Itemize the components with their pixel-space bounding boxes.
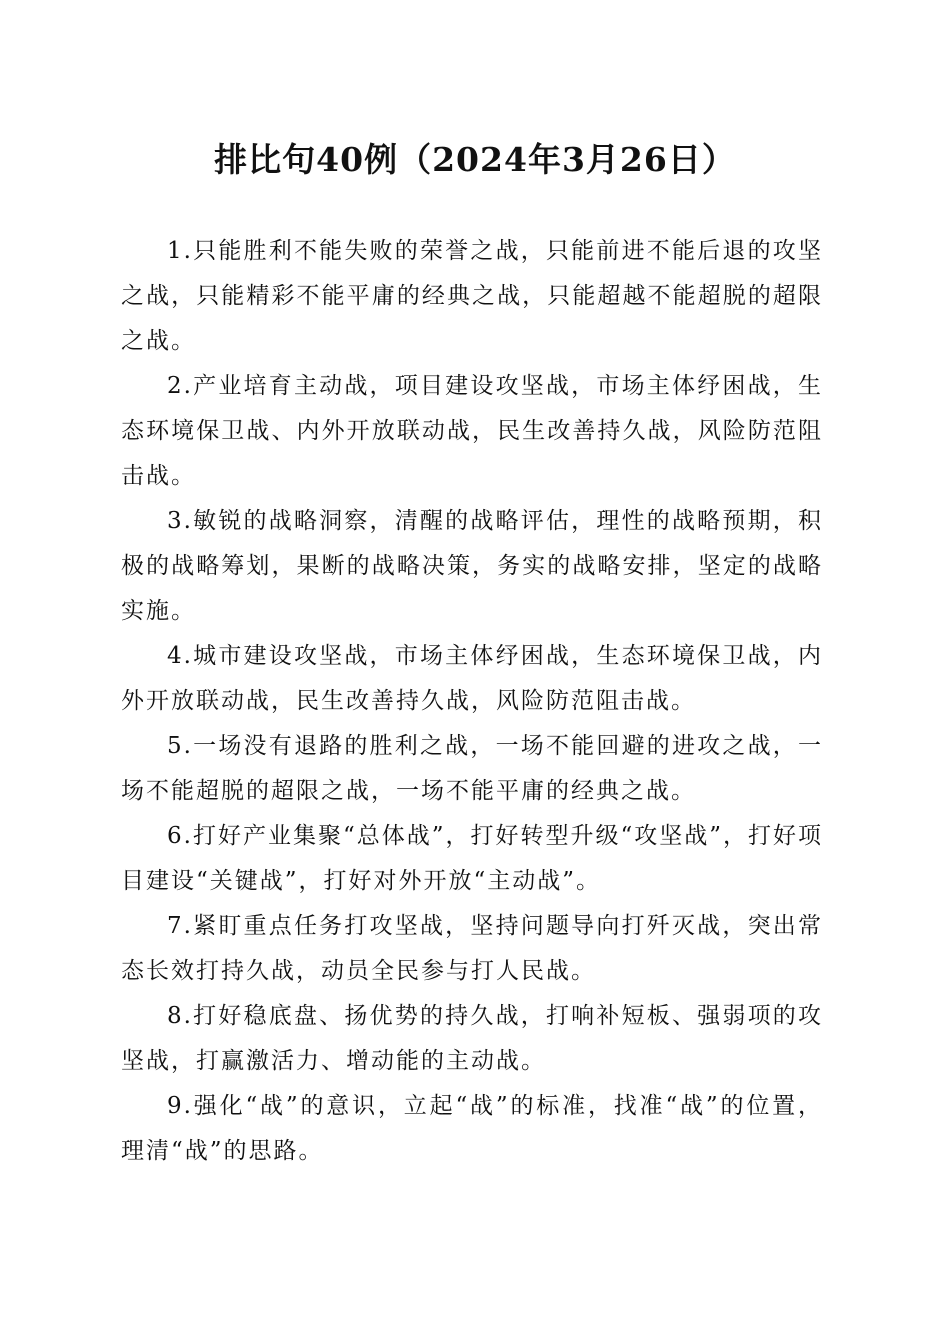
paragraph-8: 8.打好稳底盘、扬优势的持久战，打响补短板、强弱项的攻坚战，打赢激活力、增动能的主动战。 [121, 1003, 823, 1074]
paragraph-1: 1.只能胜利不能失败的荣誉之战，只能前进不能后退的攻坚之战，只能精彩不能平庸的经典之战，只能超越不能超脱的超限之战。 [121, 238, 823, 354]
paragraph-6: 6.打好产业集聚“总体战”，打好转型升级“攻坚战”，打好项目建设“关键战”，打好对外开放“主动战”。 [121, 823, 823, 894]
paragraph-9: 9.强化“战”的意识，立起“战”的标准，找准“战”的位置，理清“战”的思路。 [121, 1093, 823, 1164]
paragraph-7: 7.紧盯重点任务打攻坚战，坚持问题导向打歼灭战，突出常态长效打持久战，动员全民参与打人民战。 [121, 913, 823, 984]
paragraph-5: 5.一场没有退路的胜利之战，一场不能回避的进攻之战，一场不能超脱的超限之战，一场不能平庸的经典之战。 [121, 733, 823, 804]
paragraph-3: 3.敏锐的战略洞察，清醒的战略评估，理性的战略预期，积极的战略筹划，果断的战略决策，务实的战略安排，坚定的战略实施。 [121, 508, 823, 624]
paragraph-2: 2.产业培育主动战，项目建设攻坚战，市场主体纾困战，生态环境保卫战、内外开放联动战，民生改善持久战，风险防范阻击战。 [121, 373, 823, 489]
document-title: 排比句40例（2024年3月26日） [214, 140, 736, 179]
paragraph-4: 4.城市建设攻坚战，市场主体纾困战，生态环境保卫战，内外开放联动战，民生改善持久战，风险防范阻击战。 [121, 643, 823, 714]
document-body [121, 229, 823, 1174]
